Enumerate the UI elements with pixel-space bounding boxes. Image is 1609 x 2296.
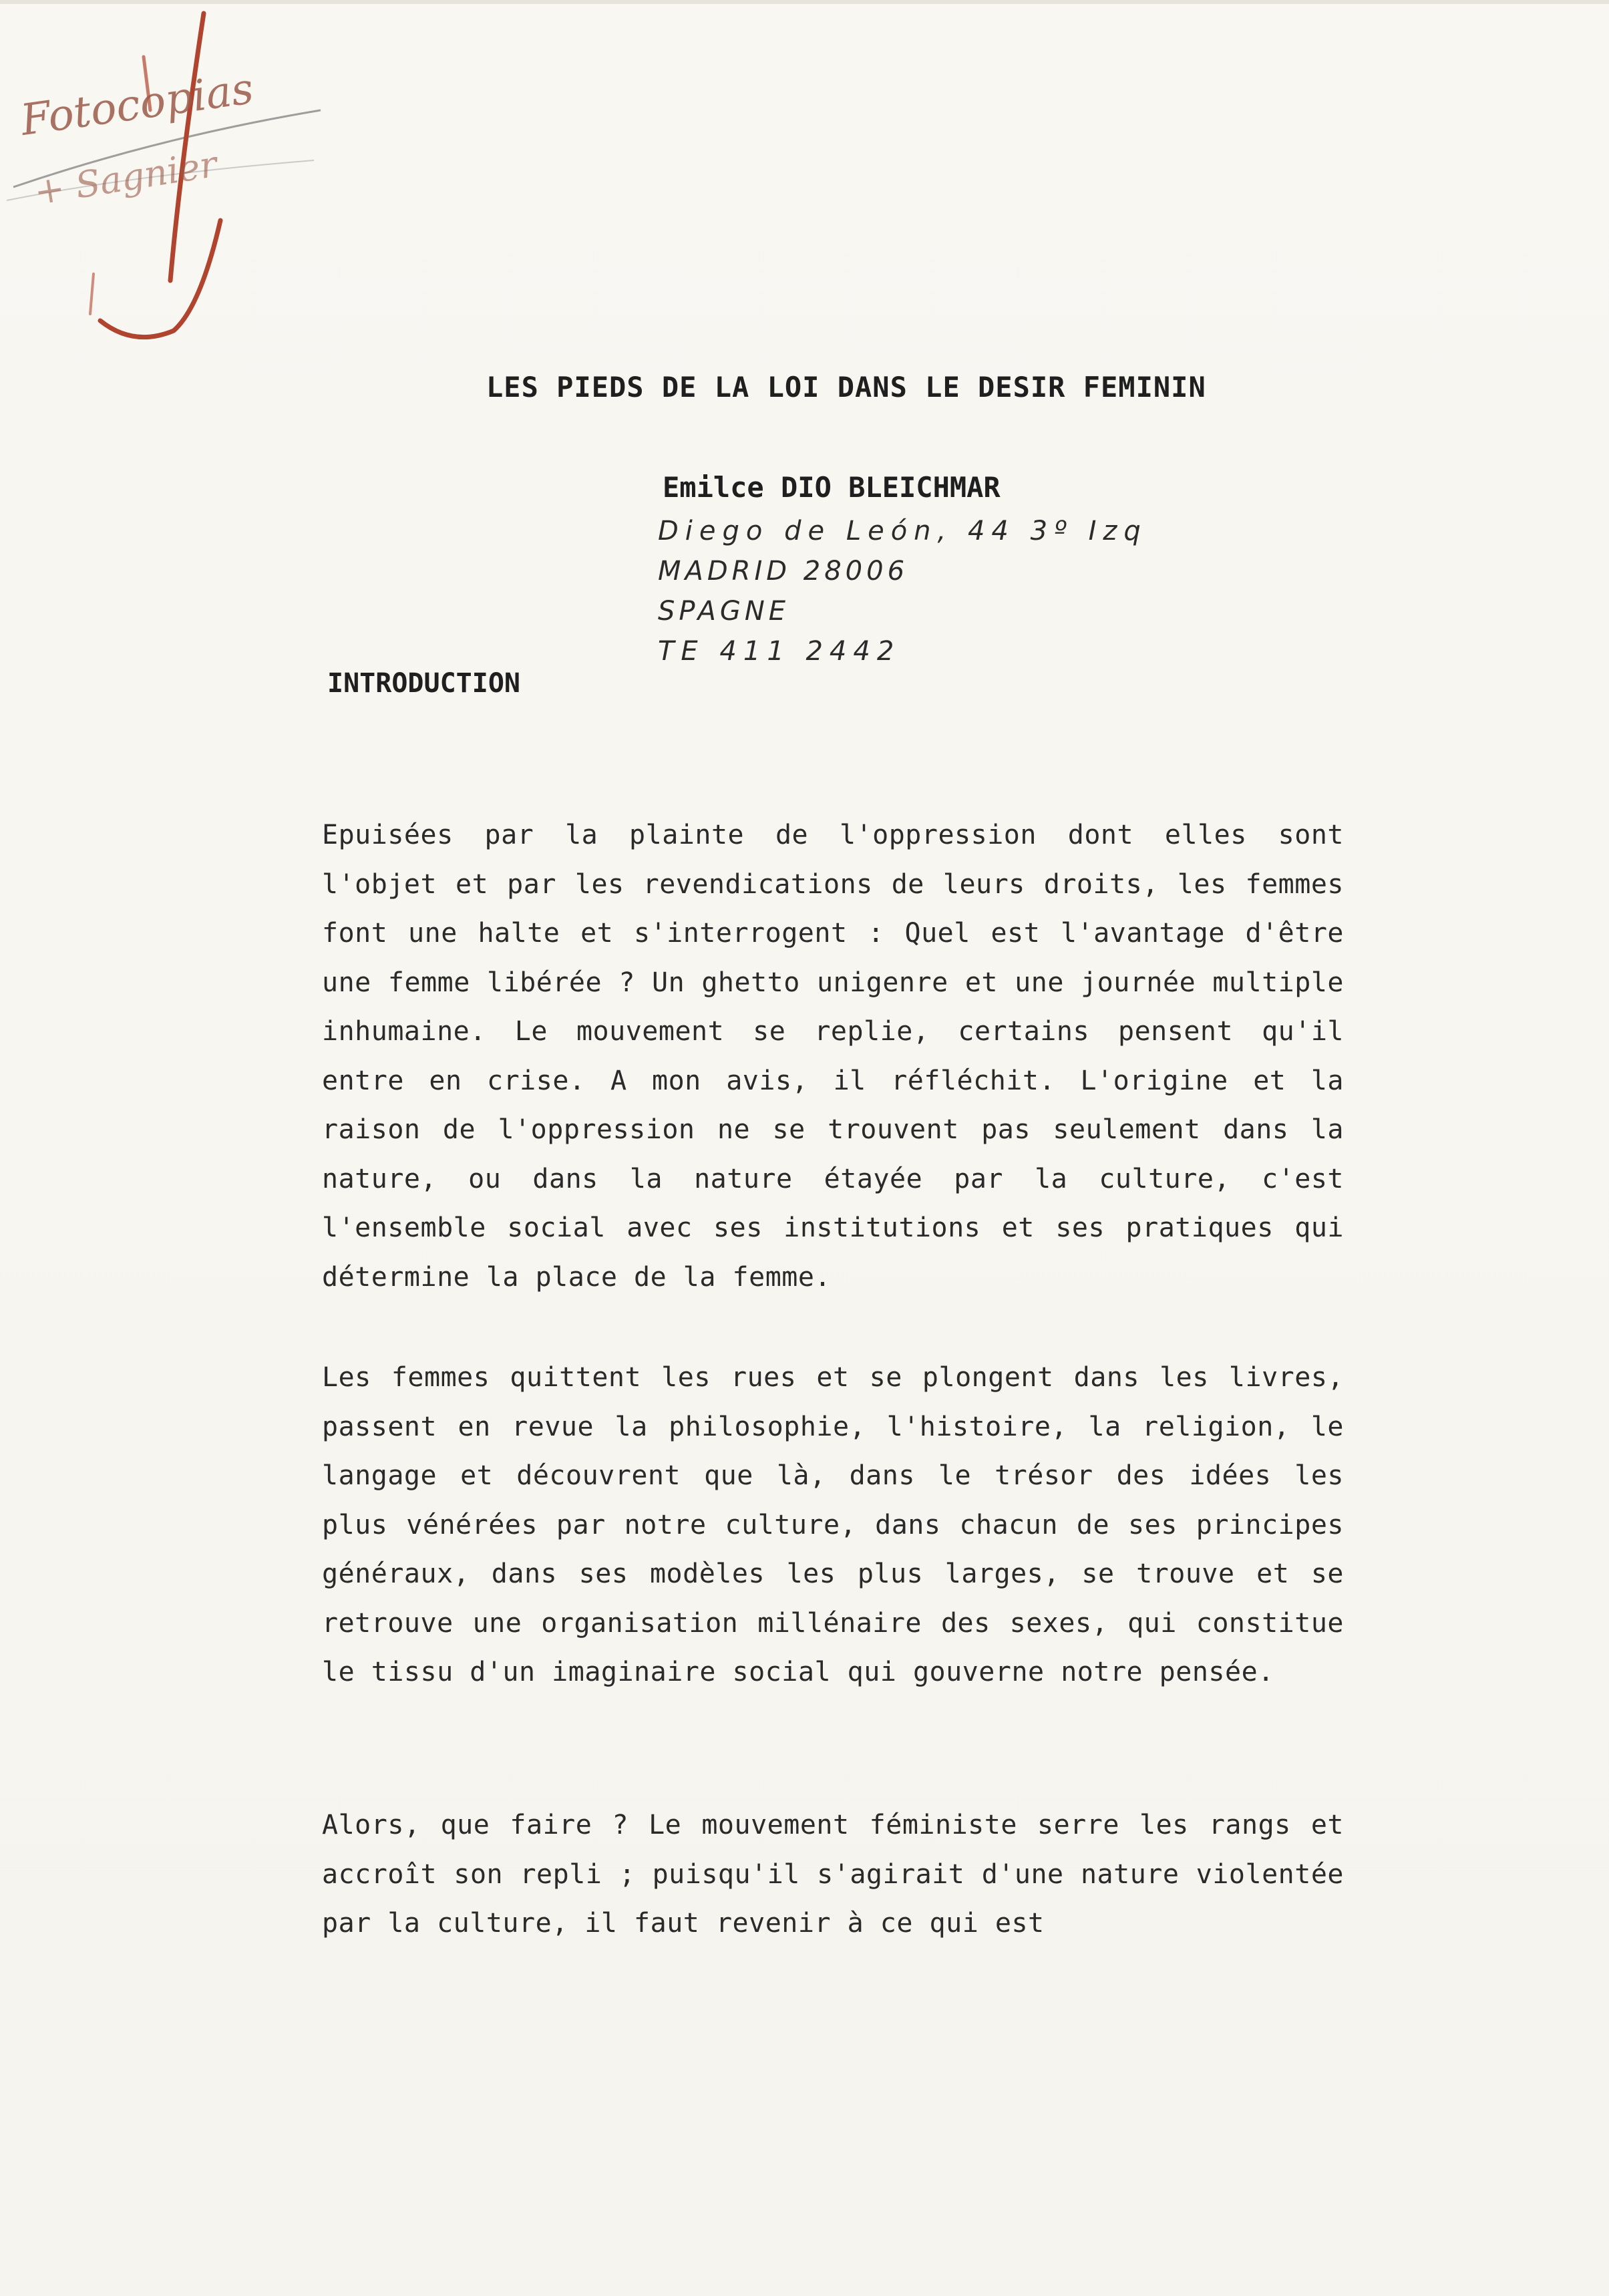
body-paragraph-3	[322, 1801, 1344, 1949]
section-heading: INTRODUCTION	[327, 668, 520, 699]
address-phone: TE 411 2442	[658, 636, 901, 667]
document-title: LES PIEDS DE LA LOI DANS LE DESIR FEMININ	[486, 371, 1206, 403]
author-name: Emilce DIO BLEICHMAR	[663, 471, 1001, 504]
address-country: SPAGNE	[658, 596, 790, 627]
annotation-line-2: + Sagnier	[31, 142, 220, 214]
body-paragraph-2	[322, 1353, 1344, 1697]
paragraph-text: Alors, que faire ? Le mouvement féministe serre les rangs et accroît son repli ; puisqu'il s'agirait d'une nature violentée par la culture, il faut revenir à ce qui est	[322, 1810, 1344, 1939]
address-city: MADRID 28006	[658, 556, 909, 587]
address-street: Diego de León, 44 3º Izq	[658, 516, 1147, 546]
handwritten-annotation	[0, 0, 347, 361]
handwritten-address	[658, 511, 1166, 671]
paragraph-text: Les femmes quittent les rues et se plongent dans les livres, passent en revue la philosophie, l'histoire, la religion, le langage et découvrent que là, dans le trésor des idées les plus vénérées par notre culture, dans chacun de ses principes généraux, dans ses modèles les plus larges, se trouve et se retrouve une organisation millénaire des sexes, qui constitue le tissu d'un imaginaire social qui gouverne notre pensée.	[322, 1362, 1344, 1687]
paragraph-text: Epuisées par la plainte de l'oppression dont elles sont l'objet et par les revendications de leurs droits, les femmes font une halte et s'interrogent : Quel est l'avantage d'être une femme libérée ? Un ghetto unigenre et une journée multiple inhumaine. Le mouvement se replie, certains pensent qu'il entre en crise. A mon avis, il réfléchit. L'origine et la raison de l'oppression ne se trouvent pas seulement dans la nature, ou dans la nature étayée par la culture, c'est l'ensemble social avec ses institutions et ses pratiques qui détermine la place de la femme.	[322, 820, 1344, 1293]
annotation-line-1: Fotocopias	[17, 63, 256, 146]
body-paragraph-1	[322, 811, 1344, 1302]
